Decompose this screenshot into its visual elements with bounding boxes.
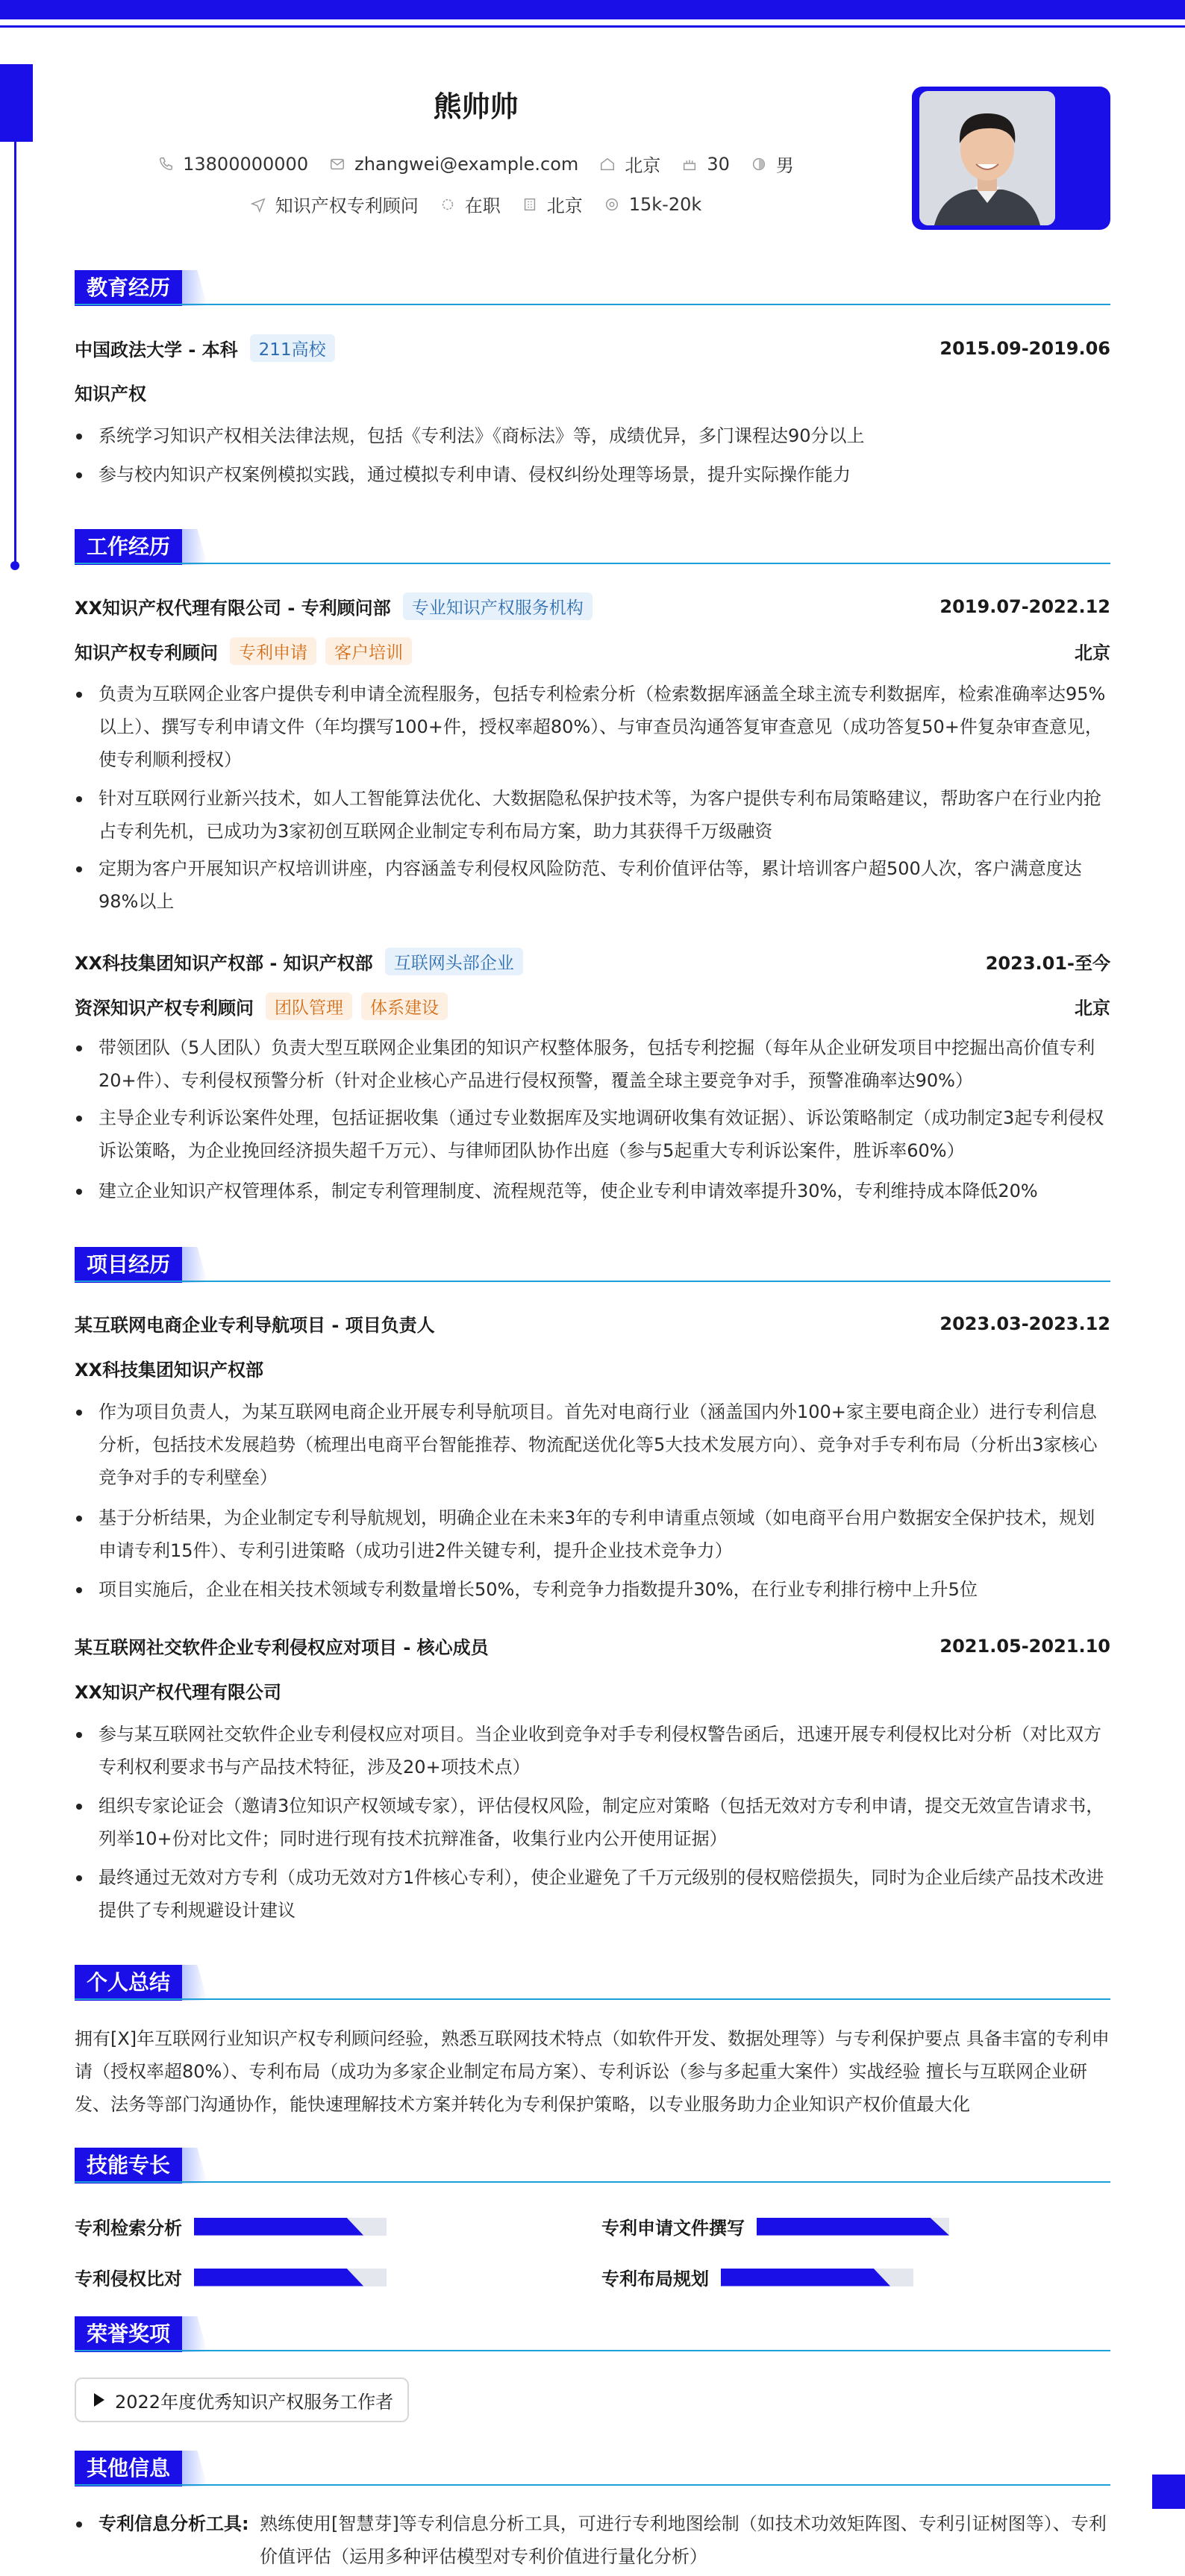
top-accent-line [0,25,1185,28]
portrait-icon [919,91,1055,225]
list-item: 参与校内知识产权案例模拟实践，通过模拟专利申请、侵权纠纷处理等场景，提升实际操作能力 [75,458,1110,491]
list-item: 参与某互联网社交软件企业专利侵权应对项目。当企业收到竞争对手专利侵权警告函后，迅速开展专利侵权比对分析（对比双方专利权利要求书与产品技术特征，涉及20+项技术点） [75,1718,1110,1783]
section-title-projects-label: 项目经历 [75,1247,182,1283]
list-item: 基于分析结果，为企业制定专利导航规划，明确企业在未来3年的专利申请重点领域（如电商平台用户数据安全保护技术，规划申请专利15件）、专利引进策略（成功引进2件关键专利，提升企业技术竞争力） [75,1501,1110,1567]
project-title: 某互联网社交软件企业专利侵权应对项目 - 核心成员 [75,1637,489,1658]
cake-icon [681,156,698,172]
work-date: 2023.01-至今 [985,953,1110,974]
school-tag: 211高校 [250,334,335,362]
award-text: 2022年度优秀知识产权服务工作者 [115,2391,394,2413]
school-name: 中国政法大学 - 本科 [75,340,238,360]
project-org: XX科技集团知识产权部 [75,1360,264,1381]
role-tag: 体系建设 [361,992,448,1020]
email-text: zhangwei@example.com [354,153,579,175]
contact-row [0,151,951,177]
list-item: 主导企业专利诉讼案件处理，包括证据收集（通过专业数据库及实地调研收集有效证据）、诉讼策略制定（成功制定3起专利侵权诉讼策略，为企业挽回经济损失超千万元）、与律师团队协作出庭（参与5起重大专利诉讼案件，胜诉率60%） [75,1101,1110,1167]
candidate-name: 熊帅帅 [433,90,519,123]
target-city-item [522,191,583,217]
education-date: 2015.09-2019.06 [939,337,1110,359]
status-text: 在职 [464,196,501,216]
project-date: 2023.03-2023.12 [939,1313,1110,1334]
education-header [75,334,1110,362]
salary-item [604,194,702,215]
company-name: XX科技集团知识产权部 - 知识产权部 [75,953,373,974]
skill-name: 专利侵权比对 [75,2269,182,2289]
work-role-row [75,637,1110,665]
section-divider [75,2181,1110,2183]
work-role-row [75,992,1110,1020]
section-divider [75,2350,1110,2351]
skill-bar-fill [194,2269,363,2286]
education-major-row [75,379,1110,405]
company-tag: 互联网头部企业 [385,948,523,975]
corner-accent-block [1152,2475,1185,2509]
skill-name: 专利检索分析 [75,2218,182,2239]
job-intent-row [0,191,951,217]
work-company-row [75,948,1110,975]
job-title-text: 知识产权专利顾问 [275,196,419,216]
skill-item [601,2213,949,2239]
list-item: 针对互联网行业新兴技术，如人工智能算法优化、大数据隐私保护技术等，为客户提供专利布局策略建议，帮助客户在行业内抢占专利先机，已成功为3家初创互联网企业制定专利布局方案，助力其获得千万级融资 [75,782,1110,848]
section-title-awards-label: 荣誉奖项 [75,2316,182,2352]
section-title-work-label: 工作经历 [75,529,182,565]
work-city: 北京 [1075,643,1110,663]
email-item [329,154,578,175]
skill-bar-fill [757,2218,949,2236]
age-text: 30 [707,153,730,175]
section-title-summary-label: 个人总结 [75,1965,182,2001]
mail-icon [329,156,346,172]
list-item: 作为项目负责人，为某互联网电商企业开展专利导航项目。首先对电商行业（涵盖国内外100+家主要电商企业）进行专利信息分析，包括技术发展趋势（梳理出电商平台智能推荐、物流配送优化等5大技术发展方向）、竞争对手专利布局（分析出3家核心竞争对手的专利壁垒） [75,1395,1110,1494]
skill-bar [757,2218,949,2236]
list-item [75,2507,1110,2573]
project-header [75,1310,1110,1337]
section-title-education-label: 教育经历 [75,270,182,306]
title-wedge [182,1247,207,1283]
skill-bar [194,2269,387,2286]
phone-icon [157,156,174,172]
title-wedge [182,2148,207,2183]
gender-icon [751,156,767,172]
list-item: 带领团队（5人团队）负责大型互联网企业集团的知识产权整体服务，包括专利挖掘（每年从企业研发项目中挖掘出高价值专利20+件）、专利侵权预警分析（针对企业核心产品进行侵权预警，覆盖全球主要竞争对手，预警准确率达90%） [75,1031,1110,1097]
section-title-summary [75,1965,207,2001]
section-title-awards [75,2316,207,2352]
work-company-row [75,593,1110,620]
section-title-other-label: 其他信息 [75,2451,182,2486]
project-header [75,1633,1110,1659]
status-item [440,191,501,217]
status-icon [440,196,456,213]
role-tag: 专利申请 [230,637,316,665]
age-item [681,154,730,175]
skill-item [75,2264,387,2290]
section-title-other [75,2451,207,2486]
skill-item [75,2213,387,2239]
list-item: 负责为互联网企业客户提供专利申请全流程服务，包括专利检索分析（检索数据库涵盖全球主流专利数据库，检索准确率达95%以上）、撰写专利申请文件（年均撰写100+件，授权率超80%）、与审查员沟通答复审查意见（成功答复50+件复杂审查意见，使专利顺利授权） [75,678,1110,776]
project-org-row [75,1355,1110,1381]
other-key: 专利信息分析工具: [99,2513,249,2534]
project-title: 某互联网电商企业专利导航项目 - 项目负责人 [75,1315,435,1336]
skill-name: 专利布局规划 [601,2269,709,2289]
play-icon [94,2393,104,2407]
section-divider [75,2484,1110,2486]
location-text: 北京 [625,155,661,176]
skill-bar-fill [194,2218,363,2236]
section-title-education [75,270,207,306]
list-item: 最终通过无效对方专利（成功无效对方1件核心专利），使企业避免了千万元级别的侵权赔偿损失，同时为企业后续产品技术改进提供了专利规避设计建议 [75,1861,1110,1927]
role-title: 知识产权专利顾问 [75,643,218,663]
section-title-projects [75,1247,207,1283]
section-divider [75,1281,1110,1282]
building-icon [522,196,538,213]
list-item: 项目实施后，企业在相关技术领域专利数量增长50%，专利竞争力指数提升30%，在行业专利排行榜中上升5位 [75,1573,1110,1606]
location-item [599,151,660,177]
other-value: 熟练使用[智慧芽]等专利信息分析工具，可进行专利地图绘制（如技术功效矩阵图、专利引证树图等）、专利价值评估（运用多种评估模型对专利价值进行量化分析） [260,2513,1107,2567]
gender-text: 男 [775,155,794,176]
summary-text: 拥有[X]年互联网行业知识产权专利顾问经验，熟悉互联网技术特点（如软件开发、数据处理等）与专利保护要点 具备丰富的专利申请（授权率超80%）、专利布局（成功为多家企业制定布局方案）、专利诉讼（参与多起重大案件）实战经验 擅长与互联网企业研发、法务等部门沟通协作，能快速理解技术方案并转化为专利保护策略，以专业服务助力企业知识产权价值最大化 [75,2028,1110,2115]
job-title-item [250,191,419,217]
company-name: XX知识产权代理有限公司 - 专利顾问部 [75,598,391,619]
skill-bar [194,2218,387,2236]
education-major: 知识产权 [75,384,146,404]
title-wedge [182,1965,207,2001]
section-title-skills-label: 技能专长 [75,2148,182,2183]
role-tag: 客户培训 [325,637,412,665]
role-title: 资深知识产权专利顾问 [75,998,254,1019]
title-wedge [182,270,207,306]
section-title-skills [75,2148,207,2183]
coin-icon [604,196,620,213]
company-tag: 专业知识产权服务机构 [403,593,592,620]
list-item: 建立企业知识产权管理体系，制定专利管理制度、流程规范等，使企业专利申请效率提升30%，专利维持成本降低20% [75,1175,1110,1207]
phone-item [157,154,308,175]
skill-name: 专利申请文件撰写 [601,2218,745,2239]
send-icon [250,196,266,213]
list-item: 组织专家论证会（邀请3位知识产权领域专家），评估侵权风险，制定应对策略（包括无效对方专利申请，提交无效宣告请求书，列举10+份对比文件；同时进行现有技术抗辩准备，收集行业内公开使用证据） [75,1789,1110,1855]
phone-text: 13800000000 [183,153,309,175]
work-date: 2019.07-2022.12 [939,595,1110,617]
title-wedge [182,2451,207,2486]
list-item: 定期为客户开展知识产权培训讲座，内容涵盖专利侵权风险防范、专利价值评估等，累计培训客户超500人次，客户满意度达98%以上 [75,852,1110,918]
project-org-row [75,1678,1110,1704]
skill-item [601,2264,913,2290]
salary-text: 15k-20k [628,193,702,215]
target-city-text: 北京 [546,196,583,216]
section-divider [75,1998,1110,2000]
profile-photo [919,91,1055,225]
role-tag: 团队管理 [266,992,352,1020]
section-divider [75,304,1110,305]
title-wedge [182,2316,207,2352]
section-divider [75,563,1110,564]
gender-item [751,151,794,177]
skill-bar [721,2269,913,2286]
section-title-work [75,529,207,565]
side-timeline-dot [10,561,19,570]
work-city: 北京 [1075,998,1110,1019]
project-date: 2021.05-2021.10 [939,1635,1110,1657]
home-icon [599,156,616,172]
project-org: XX知识产权代理有限公司 [75,1682,282,1703]
title-wedge [182,529,207,565]
list-item: 系统学习知识产权相关法律法规，包括《专利法》《商标法》等，成绩优异，多门课程达90分以上 [75,419,1110,452]
award-item [75,2378,409,2422]
skill-bar-fill [721,2269,890,2286]
top-accent-bar [0,0,1185,19]
